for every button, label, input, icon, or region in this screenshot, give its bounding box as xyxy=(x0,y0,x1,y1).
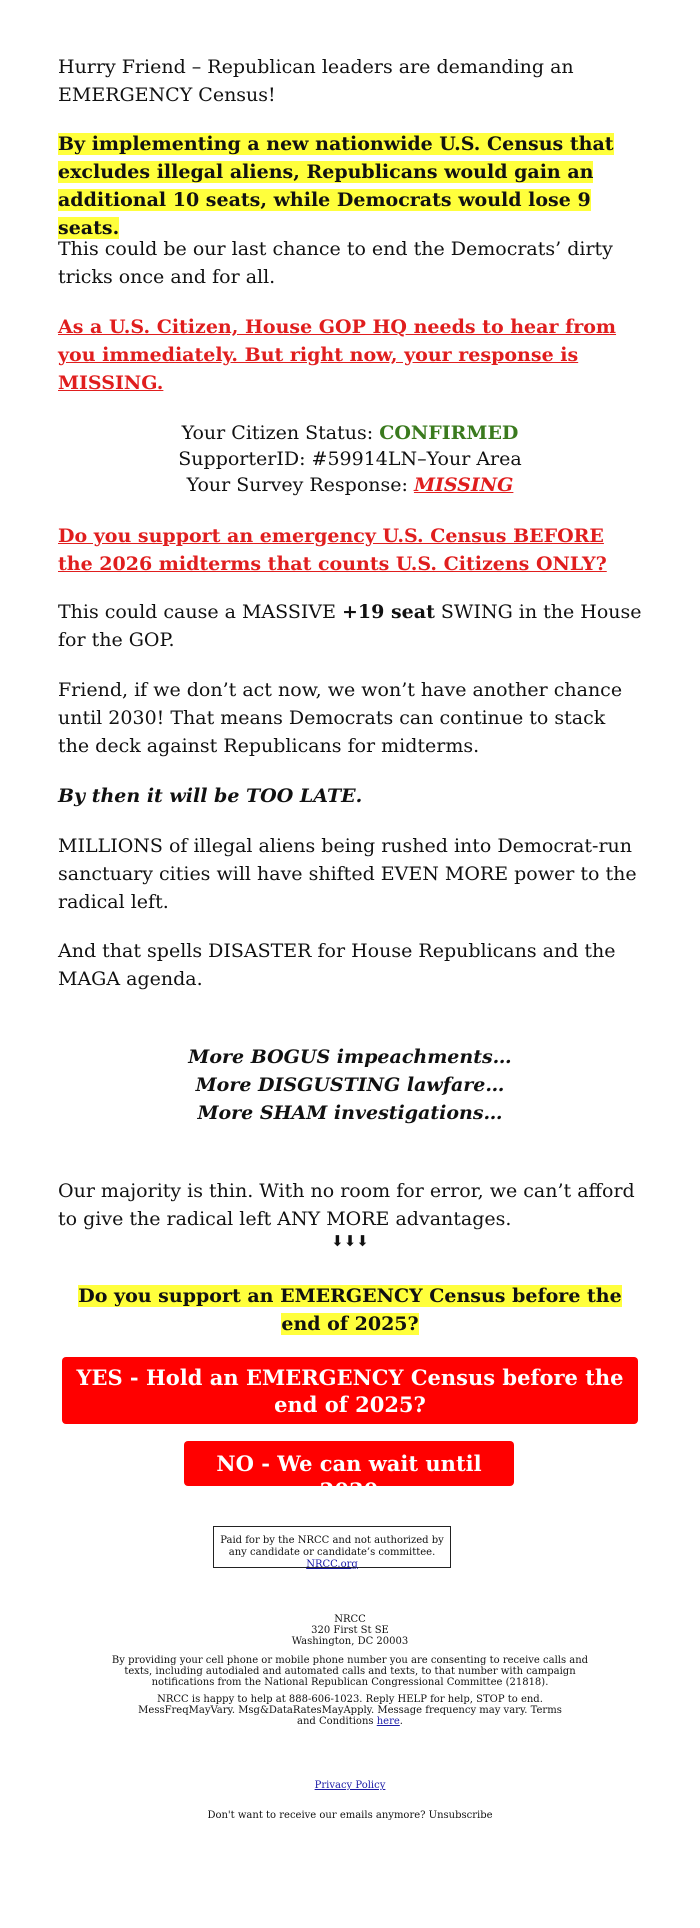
down-arrows-icon: ⬇⬇⬇ xyxy=(331,1232,369,1250)
highlight-paragraph xyxy=(58,130,642,242)
disclaimer-box xyxy=(213,1526,451,1568)
citizen-status xyxy=(58,420,642,446)
millions-paragraph: MILLIONS of illegal aliens being rushed into Democrat-run sanctuary cities will have shifted EVEN MORE power to the radical left. xyxy=(58,835,637,913)
swing-text-before: This could cause a MASSIVE xyxy=(58,601,342,623)
supporter-id: SupporterID: #59914LN–Your Area xyxy=(178,448,522,470)
question-2 xyxy=(58,1282,642,1338)
no-button[interactable]: NO - We can wait until 2030 xyxy=(184,1441,514,1486)
footer-street: 320 First St SE xyxy=(311,1625,389,1636)
footer-help: NRCC is happy to help at 888-606-1023. Reply HELP for help, STOP to end. MessFreqMayVary. Msg&DataRatesMayApply. Message frequency may vary. Terms and Conditions here. xyxy=(138,1694,562,1727)
question-1-link[interactable]: Do you support an emergency U.S. Census BEFORE the 2026 midterms that counts U.S. Citizens ONLY? xyxy=(58,525,607,575)
nrcc-link[interactable]: NRCC.org xyxy=(306,1559,358,1570)
more-line-1: More BOGUS impeachments… xyxy=(188,1046,512,1068)
last-chance-paragraph: This could be our last chance to end the Democrats’ dirty tricks once and for all. xyxy=(58,238,613,288)
survey-response xyxy=(58,472,642,498)
survey-response-label: Your Survey Response: xyxy=(186,474,408,496)
unsubscribe-line[interactable]: Don't want to receive our emails anymore? Unsubscribe xyxy=(207,1810,493,1821)
citizen-alert-text: As a U.S. Citizen, House GOP HQ needs to hear from you immediately. But right now, your response is MISSING. xyxy=(58,316,617,394)
status-block xyxy=(58,420,642,498)
more-line-3: More SHAM investigations… xyxy=(197,1102,503,1124)
more-list xyxy=(58,1043,642,1127)
citizen-status-value: CONFIRMED xyxy=(379,422,519,444)
disaster-paragraph: And that spells DISASTER for House Republicans and the MAGA agenda. xyxy=(58,940,616,990)
more-line-2: More DISGUSTING lawfare… xyxy=(195,1074,505,1096)
highlight-text: By implementing a new nationwide U.S. Census that excludes illegal aliens, Republicans would gain an additional 10 seats, while Democrats would lose 9 seats. xyxy=(58,133,614,239)
swing-paragraph xyxy=(58,598,642,654)
intro-line: Hurry Friend – Republican leaders are demanding an EMERGENCY Census! xyxy=(58,56,574,106)
too-late-line: By then it will be TOO LATE. xyxy=(58,785,363,807)
privacy-policy-link[interactable]: Privacy Policy xyxy=(314,1780,386,1791)
disclaimer-text: Paid for by the NRCC and not authorized by any candidate or candidate’s committee. xyxy=(220,1535,444,1558)
terms-link[interactable]: here xyxy=(376,1716,400,1727)
question-1[interactable] xyxy=(58,522,642,578)
yes-button[interactable]: YES - Hold an EMERGENCY Census before the end of 2025? xyxy=(62,1357,638,1424)
citizen-status-label: Your Citizen Status: xyxy=(181,422,374,444)
swing-text-bold: +19 seat xyxy=(342,601,435,623)
question-2-text: Do you support an EMERGENCY Census before the end of 2025? xyxy=(78,1285,622,1335)
footer-consent: By providing your cell phone or mobile phone number you are consenting to receive calls and texts, including autodialed and automated calls and texts, to that number with campaign notifications from the National Republican Congressional Committee (21818). xyxy=(111,1655,589,1688)
swing-text-after: SWING in the House for the GOP. xyxy=(58,601,642,651)
footer-city: Washington, DC 20003 xyxy=(291,1636,409,1647)
friend-paragraph: Friend, if we don’t act now, we won’t have another chance until 2030! That means Democrats can continue to stack the deck against Republicans for midterms. xyxy=(58,679,623,757)
footer-address xyxy=(98,1614,602,1647)
privacy-row xyxy=(98,1780,602,1791)
majority-paragraph: Our majority is thin. With no room for error, we can’t afford to give the radical left ANY MORE advantages. xyxy=(58,1180,635,1230)
footer-help-text: NRCC is happy to help at 888-606-1023. Reply HELP for help, STOP to end. MessFreqMayVary. Msg&DataRatesMayApply. Message frequency may vary. Terms and Conditions xyxy=(138,1694,562,1727)
survey-response-value[interactable]: MISSING xyxy=(413,474,514,496)
footer-org: NRCC xyxy=(334,1614,366,1625)
citizen-alert xyxy=(58,313,642,397)
